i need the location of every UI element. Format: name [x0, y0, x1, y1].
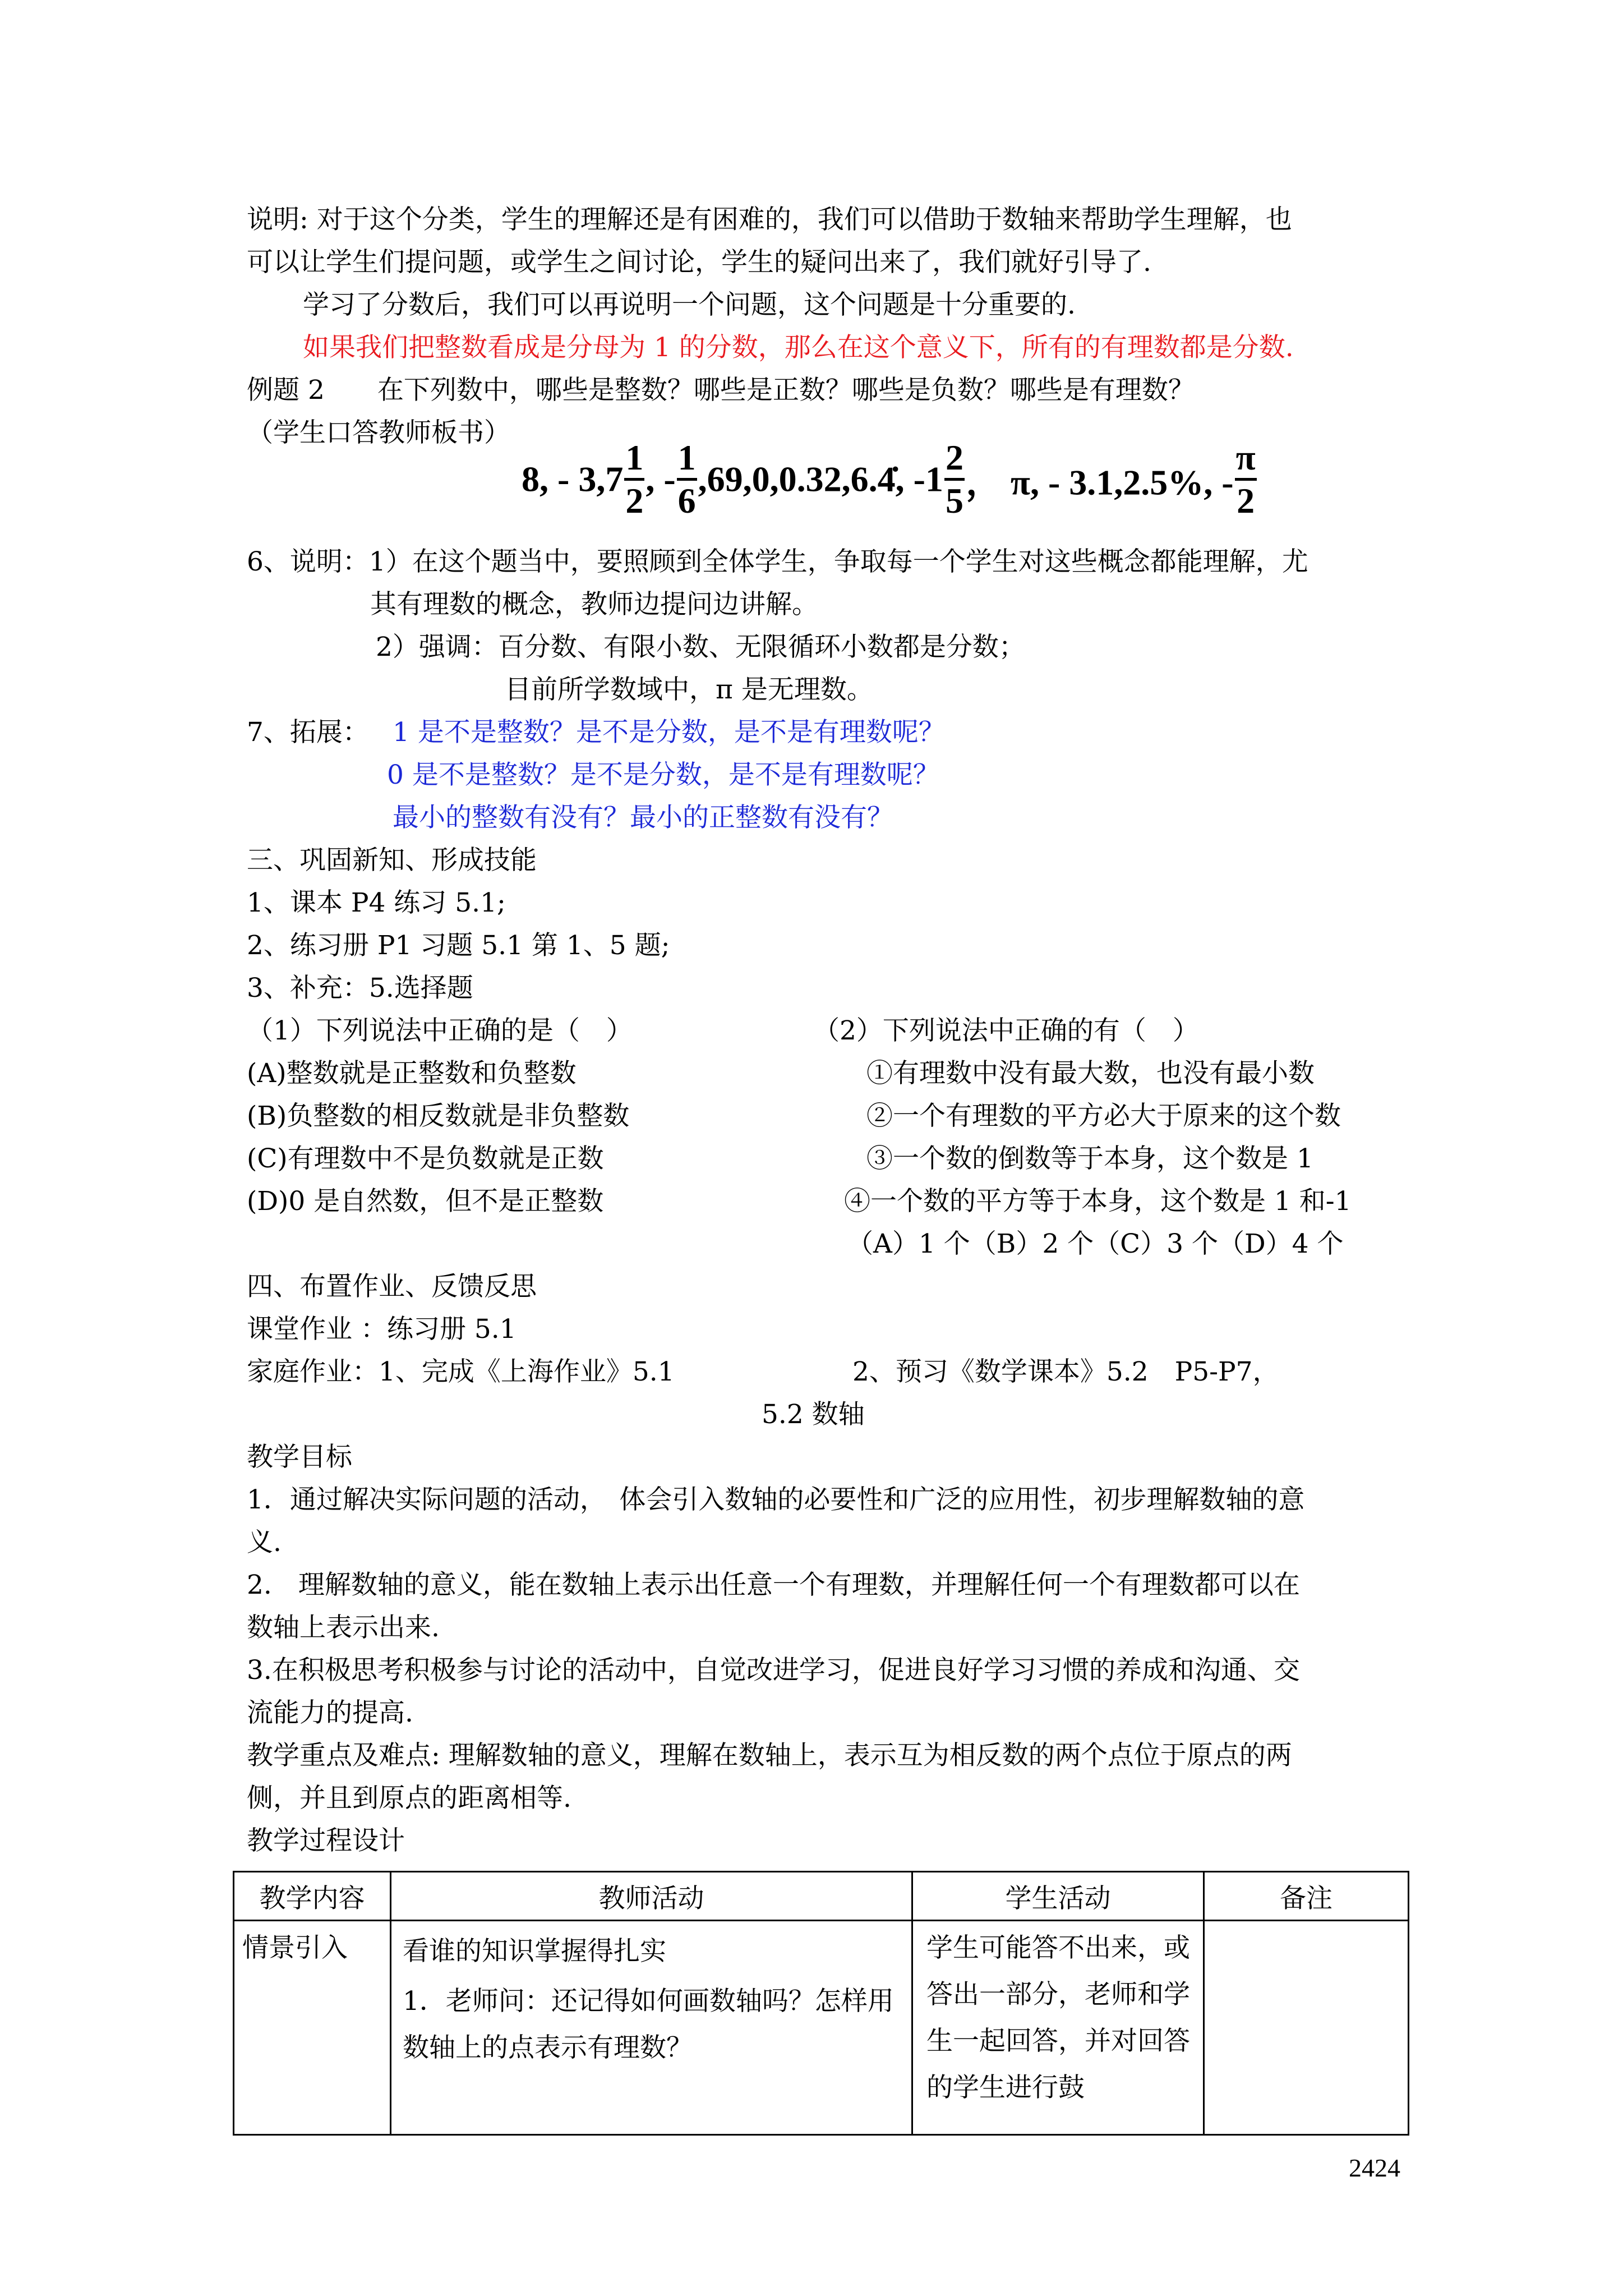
extension-question-blue: 最小的整数有没有？最小的正整数有没有？	[393, 802, 893, 833]
text-line: 学习了分数后，我们可以再说明一个问题，这个问题是十分重要的.	[303, 289, 1076, 320]
option: ①有理数中没有最大数，也没有最小数	[866, 1058, 1315, 1089]
table-cell	[912, 1921, 1204, 2135]
table-cell	[1204, 1921, 1409, 2135]
text-line: 义.	[247, 1527, 282, 1558]
text-line: 2、预习《数学课本》5.2 P5-P7，	[852, 1356, 1279, 1387]
math-expression	[522, 438, 1258, 533]
cell-text: 看谁的知识掌握得扎实	[403, 1936, 666, 1967]
table-header-row	[234, 1872, 1409, 1921]
table-cell	[234, 1921, 391, 2135]
option: ④一个数的平方等于本身，这个数是 1 和-1	[844, 1186, 1352, 1217]
text-line: 侧，并且到原点的距离相等.	[247, 1783, 571, 1814]
cell-text	[1205, 1921, 1408, 1928]
fraction: $\frac{\pi}{2}$	[1235, 438, 1256, 521]
option: (A)整数就是正整数和负整数	[247, 1058, 577, 1089]
lesson-design-table	[233, 1871, 1409, 2136]
table-header: 学生活动	[912, 1872, 1204, 1921]
option: ②一个有理数的平方必大于原来的这个数	[866, 1101, 1341, 1131]
option: (D)0 是自然数，但不是正整数	[247, 1186, 604, 1217]
text-line: 可以让学生们提问题，或学生之间讨论，学生的疑问出来了，我们就好引导了.	[247, 247, 1151, 278]
option: （A）1 个（B）2 个（C）3 个（D）4 个	[847, 1228, 1344, 1259]
text-line: （学生口答教师板书）	[247, 417, 510, 448]
table-header: 备注	[1204, 1872, 1409, 1921]
text-line: 说明: 对于这个分类，学生的理解还是有困难的，我们可以借助于数轴来帮助学生理解，也	[247, 204, 1292, 235]
page-number: 2424	[1349, 2154, 1400, 2182]
text-line: 教学过程设计	[247, 1825, 405, 1856]
text-line: 流能力的提高.	[247, 1697, 413, 1728]
question-1: （1）下列说法中正确的是（ ）	[247, 1015, 633, 1046]
text-line: 2、练习册 P1 习题 5.1 第 1、5 题;	[247, 930, 670, 961]
text-line: 7、拓展：	[247, 717, 369, 748]
text-line: 2）强调：百分数、有限小数、无限循环小数都是分数；	[376, 632, 1025, 662]
example-heading: 例题 2 在下列数中，哪些是整数？哪些是正数？哪些是负数？哪些是有理数？	[247, 375, 1195, 406]
text-line: 6、说明：1）在这个题当中，要照顾到全体学生，争取每一个学生对这些概念都能理解，尤	[247, 546, 1308, 577]
section-heading: 四、布置作业、反馈反思	[247, 1271, 537, 1302]
table-row	[234, 1921, 1409, 2135]
text-line: 家庭作业：1、完成《上海作业》5.1	[247, 1356, 675, 1387]
section-title: 5.2 数轴	[762, 1399, 865, 1430]
text-line: 数轴上表示出来.	[247, 1612, 440, 1643]
math-text: ， π, - 3.1,2.5%, -	[965, 462, 1234, 503]
table-cell	[391, 1921, 912, 2135]
math-text: 8, - 3,7	[522, 459, 624, 499]
option: (B)负整数的相反数就是非负整数	[247, 1101, 630, 1131]
text-line: 3.在积极思考积极参与讨论的活动中，自觉改进学习，促进良好学习习惯的养成和沟通、交	[247, 1655, 1300, 1686]
option: (C)有理数中不是负数就是正数	[247, 1143, 604, 1174]
fraction: $\frac{1}{2}$	[625, 438, 644, 521]
text-line: 1、课本 P4 练习 5.1;	[247, 887, 506, 918]
text-line: 1．通过解决实际问题的活动， 体会引入数轴的必要性和广泛的应用性，初步理解数轴的意	[247, 1484, 1305, 1515]
cell-text: 学生可能答不出来，或答出一部分，老师和学生一起回答，并对回答的学生进行鼓	[926, 1932, 1190, 2103]
text-line: 其有理数的概念，教师边提问边讲解。	[370, 589, 818, 620]
text-line: 教学重点及难点: 理解数轴的意义，理解在数轴上，表示互为相反数的两个点位于原点的两	[247, 1740, 1292, 1771]
text-line: 目前所学数域中，π 是无理数。	[505, 674, 873, 705]
section-heading: 三、巩固新知、形成技能	[247, 845, 537, 876]
table-header: 教学内容	[234, 1872, 391, 1921]
highlight-text-red: 如果我们把整数看成是分母为 1 的分数，那么在这个意义下，所有的有理数都是分数.	[303, 332, 1294, 363]
text-line: 教学目标	[247, 1442, 352, 1473]
text-line: 2. 理解数轴的意义，能在数轴上表示出任意一个有理数，并理解任何一个有理数都可以在	[247, 1570, 1300, 1600]
question-2: （2）下列说法中正确的有（ ）	[813, 1015, 1199, 1046]
math-text: ,69,0,0.32,6.4̇, -1	[698, 459, 943, 499]
extension-question-blue: 1 是不是整数？是不是分数，是不是有理数呢？	[393, 717, 945, 748]
cell-text: 1．老师问：还记得如何画数轴吗？怎样用数轴上的点表示有理数？	[403, 1986, 894, 2063]
fraction: $\frac{1}{6}$	[677, 438, 696, 521]
option: ③一个数的倒数等于本身，这个数是 1	[866, 1143, 1313, 1174]
cell-text: 情景引入	[242, 1932, 348, 1963]
math-text: , -	[645, 459, 676, 499]
text-line: 3、补充：5.选择题	[247, 973, 473, 1004]
fraction: $\frac{2}{5}$	[945, 438, 963, 521]
text-line: 课堂作业 ：练习册 5.1	[247, 1314, 517, 1345]
table-header: 教师活动	[391, 1872, 912, 1921]
extension-question-blue: 0 是不是整数？是不是分数，是不是有理数呢？	[387, 760, 939, 790]
